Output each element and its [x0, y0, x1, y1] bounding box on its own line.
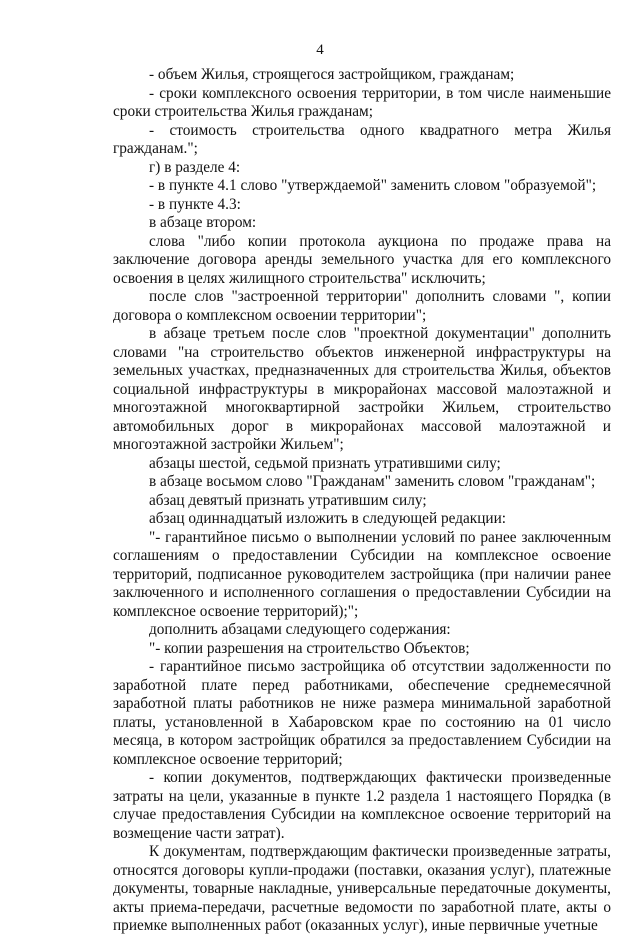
paragraph-12: в абзаце восьмом слово "Гражданам" заменить словом "гражданам"; — [149, 473, 596, 490]
paragraph-9: после слов "застроенной территории" дополнить словами ", копии договора о комплексном освоении территории"; — [113, 288, 611, 324]
paragraph-17: "- копии разрешения на строительство Объектов; — [149, 639, 470, 657]
paragraph-4: г) в разделе 4: — [149, 158, 241, 176]
paragraph-19: - копии документов, подтверждающих фактически произведенные затраты на цели, указанные в пункте 1.2 раздела 1 настоящего Порядка (в случае предоставления Субсидии на комплексное освоение территорий на возмещение части затрат). — [113, 769, 611, 842]
page-number: 4 — [316, 42, 324, 58]
document-body — [113, 66, 611, 936]
paragraph-14: абзац одиннадцатый изложить в следующей редакции: — [149, 510, 507, 527]
paragraph-7: в абзаце втором: — [149, 214, 257, 231]
paragraph-2: - сроки комплексного освоения территории, в том числе наименьшие сроки строительства Жилья гражданам; — [113, 84, 611, 120]
paragraph-18: - гарантийное письмо застройщика об отсутствии задолженности по заработной плате перед работниками, обеспечение среднемесячной заработной платы работников не ниже размера минимальной заработной платы, установленной в Хабаровском крае по состоянию на 01 число месяца, в котором застройщик обратился за предоставлением Субсидии на комплексное освоение территорий; — [113, 658, 611, 768]
paragraph-10: в абзаце третьем после слов "проектной документации" дополнить словами "на строительство объектов инженерной инфраструктуры на земельных участках, предназначенных для строительства Жилья, объектов социальной инфраструктуры в микрорайонах массовой малоэтажной и многоэтажной многоквартирной застройки Жильем, строительство автомобильных дорог в микрорайонах массовой малоэтажной и многоэтажной застройки Жильем"; — [113, 325, 611, 453]
paragraph-3: - стоимость строительства одного квадратного метра Жилья гражданам."; — [113, 121, 611, 157]
paragraph-13: абзац девятый признать утратившим силу; — [149, 491, 427, 509]
paragraph-16: дополнить абзацами следующего содержания: — [149, 621, 451, 638]
paragraph-6: - в пункте 4.3: — [149, 195, 241, 213]
paragraph-5: - в пункте 4.1 слово "утверждаемой" заменить словом "образуемой"; — [149, 177, 597, 194]
paragraph-11: абзацы шестой, седьмой признать утратившими силу; — [149, 454, 501, 472]
paragraph-20: К документам, подтверждающим фактически произведенные затраты, относятся договоры купли-продажи (поставки, оказания услуг), платежные документы, товарные накладные, универсальные передаточные документы, акты приема-передачи, расчетные ведомости по заработной плате, акты о приемке выполненных работ (оказанных услуг), иные первичные учетные — [113, 843, 611, 934]
paragraph-15: "- гарантийное письмо о выполнении условий по ранее заключенным соглашениям о предоставлении Субсидии на комплексное освоение территорий, подписанное руководителем застройщика (при наличии ранее заключенного и исполненного соглашения о предоставлении Субсидии на комплексное освоение территорий);"; — [113, 528, 611, 620]
paragraph-8: слова "либо копии протокола аукциона по продаже права на заключение договора аренды земельного участка для его комплексного освоения в целях жилищного строительства" исключить; — [113, 232, 611, 287]
paragraph-1: - объем Жилья, строящегося застройщиком, гражданам; — [149, 66, 515, 83]
